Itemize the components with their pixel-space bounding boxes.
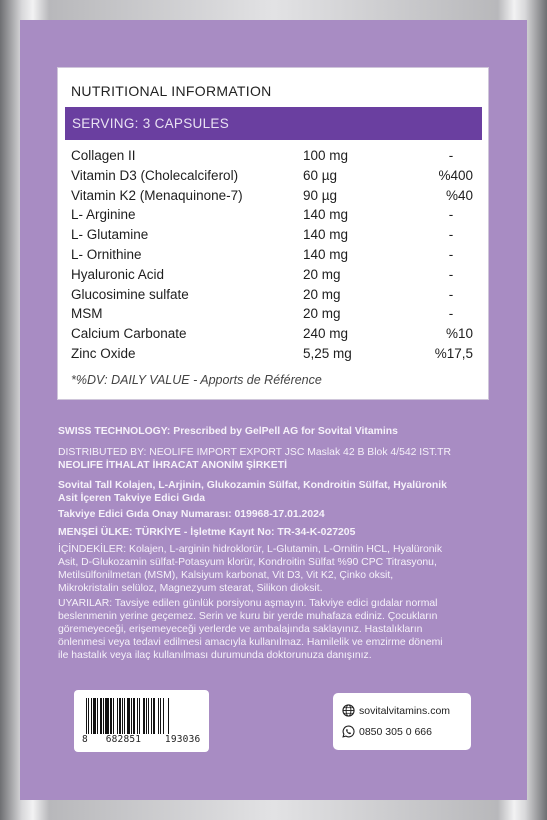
ingredients-line: Asit, D-Glukozamin sülfat-Potasyum klorür, Kondroitin Sülfat %90 CPC Titrasyonu,: [58, 557, 437, 568]
warnings-line: UYARILAR: Tavsiye edilen günlük porsiyonu aşmayın. Takviye edici gıdalar normal: [58, 598, 438, 609]
barcode-bar: [97, 698, 98, 734]
barcode-bar: [137, 698, 138, 734]
barcode-bar: [160, 698, 161, 734]
origin-line: MENŞEİ ÜLKE: TÜRKİYE - İşletme Kayıt No: TR-34-K-027205: [58, 527, 356, 538]
nutrition-row: [71, 267, 481, 287]
nutrition-row: [71, 148, 481, 168]
barcode-group-2: 193036: [164, 734, 201, 745]
barcode-bar: [124, 698, 125, 734]
row-dv: -: [448, 266, 454, 282]
nutrition-row: [71, 168, 481, 188]
nutrition-row: [71, 227, 481, 247]
nutrition-row: [71, 287, 481, 307]
company-name: NEOLIFE İTHALAT İHRACAT ANONİM ŞİRKETİ: [58, 460, 287, 471]
nutrition-table: [57, 67, 489, 400]
nutrition-row: [71, 306, 481, 326]
row-name: Collagen II: [71, 148, 136, 163]
row-dv: -: [448, 207, 454, 223]
barcode-bar: [153, 698, 155, 734]
barcode-bar: [139, 698, 140, 734]
distributor-line: DISTRIBUTED BY: NEOLIFE IMPORT EXPORT JSC Maslak 42 B Blok 4/542 IST.TR: [58, 447, 452, 458]
row-amount: 5,25 mg: [303, 345, 352, 361]
nutrition-row: [71, 346, 481, 366]
contact-box: [333, 693, 471, 750]
nutrition-rows: [71, 148, 481, 366]
phone-text: 0850 305 0 666: [359, 725, 432, 738]
barcode-bar: [93, 698, 96, 734]
row-amount: 20 mg: [303, 306, 341, 322]
barcode-bar: [127, 698, 130, 734]
row-amount: 240 mg: [303, 326, 349, 342]
row-name: L- Arginine: [71, 207, 136, 223]
row-name: Hyaluronic Acid: [71, 266, 165, 282]
barcode-digit-first: 8: [82, 734, 88, 745]
row-dv: -: [448, 306, 454, 322]
row-dv: -: [448, 227, 454, 243]
row-amount: 90 µg: [303, 187, 338, 203]
barcode-bar: [122, 698, 123, 734]
row-name: Vitamin K2 (Menaquinone-7): [71, 187, 243, 203]
row-name: L- Ornithine: [71, 246, 142, 262]
barcode-bar: [131, 698, 132, 734]
row-amount: 140 mg: [303, 246, 349, 262]
ingredients-line: İÇİNDEKİLER: Kolajen, L-arginin hidroklorür, L-Glutamin, L-Ornitin HCL, Hyalüronik: [58, 544, 443, 555]
barcode-bar: [163, 698, 164, 734]
warnings-line: ile hastalık veya ilaç kullanılması durumunda doktorunuza danışınız.: [58, 650, 372, 661]
row-name: Glucosimine sulfate: [71, 286, 189, 302]
barcode-bar: [113, 698, 114, 734]
row-dv: -: [448, 148, 454, 163]
approval-number: Takviye Edici Gıda Onay Numarası: 019968-17.01.2024: [58, 509, 325, 520]
row-amount: 60 µg: [303, 167, 338, 183]
nutrition-row: [71, 247, 481, 267]
row-name: L- Glutamine: [71, 227, 149, 243]
warnings-line: beslenmenin yerine geçemez. Serin ve kuru bir yerde muhafaza ediniz. Çocukların: [58, 611, 438, 622]
row-amount: 140 mg: [303, 227, 349, 243]
daily-value-footnote: *%DV: DAILY VALUE - Apports de Référence: [71, 373, 322, 387]
row-dv: -: [448, 246, 454, 262]
row-dv: %40: [445, 187, 473, 203]
barcode-bar: [86, 698, 87, 734]
barcode-number: [82, 734, 204, 745]
row-name: Zinc Oxide: [71, 345, 136, 361]
whatsapp-icon: [342, 725, 355, 738]
barcode-bar: [91, 698, 92, 734]
barcode-bar: [103, 698, 104, 734]
product-description-2: Asit İçeren Takviye Edici Gıda: [58, 493, 206, 504]
barcode-bar: [158, 698, 159, 734]
phone-line[interactable]: [342, 725, 432, 738]
warnings-line: göremeyeceği, erişemeyeceği yerlerde ve ambalajında saklayınız. Hastalıkların: [58, 624, 423, 635]
barcode-group-1: 682851: [105, 734, 142, 745]
barcode-bar: [146, 698, 147, 734]
barcode-bar: [168, 698, 169, 734]
serving-bar: SERVING: 3 CAPSULES: [65, 107, 482, 140]
barcode-bar: [143, 698, 145, 734]
product-description-1: Sovital Tall Kolajen, L-Arjinin, Glukozamin Sülfat, Kondroitin Sülfat, Hyalüronik: [58, 480, 447, 491]
row-name: Calcium Carbonate: [71, 326, 187, 342]
barcode-bar: [148, 698, 149, 734]
ingredients-line: Mikrokristalin selüloz, Magnezyum stearat, Silikon dioksit.: [58, 583, 323, 594]
barcode-bar: [119, 698, 121, 734]
website-text: sovitalvitamins.com: [359, 704, 451, 717]
globe-icon: [342, 704, 355, 717]
website-line[interactable]: [342, 704, 450, 717]
barcode-bar: [100, 698, 102, 734]
nutrition-row: [71, 207, 481, 227]
barcode-bar: [133, 698, 135, 734]
barcode-bar: [105, 698, 109, 734]
barcode-bar: [151, 698, 152, 734]
nutrition-row: [71, 188, 481, 208]
ingredients-line: Metilsülfonilmetan (MSM), Kalsiyum karbonat, Vit D3, Vit K2, Çinko oksit,: [58, 570, 394, 581]
barcode-bars: [86, 698, 198, 734]
swiss-technology-line: SWISS TECHNOLOGY: Prescribed by GelPell AG for Sovital Vitamins: [58, 426, 398, 437]
row-amount: 20 mg: [303, 286, 341, 302]
barcode-bar: [110, 698, 112, 734]
row-amount: 100 mg: [303, 148, 349, 163]
row-amount: 140 mg: [303, 207, 349, 223]
warnings-line: önlenmesi veya tedavi edilmesi amacıyla kullanılmaz. Hamilelik ve emzirme dönemi: [58, 637, 443, 648]
row-dv: %10: [445, 326, 473, 342]
barcode-label: [74, 690, 209, 752]
nutrition-title: NUTRITIONAL INFORMATION: [71, 83, 272, 99]
row-amount: 20 mg: [303, 266, 341, 282]
nutrition-row: [71, 326, 481, 346]
barcode-bar: [88, 698, 89, 734]
barcode-bar: [117, 698, 118, 734]
row-dv: %17,5: [434, 345, 473, 361]
row-dv: %400: [438, 167, 473, 183]
row-dv: -: [448, 286, 454, 302]
row-name: MSM: [71, 306, 103, 322]
row-name: Vitamin D3 (Cholecalciferol): [71, 167, 239, 183]
